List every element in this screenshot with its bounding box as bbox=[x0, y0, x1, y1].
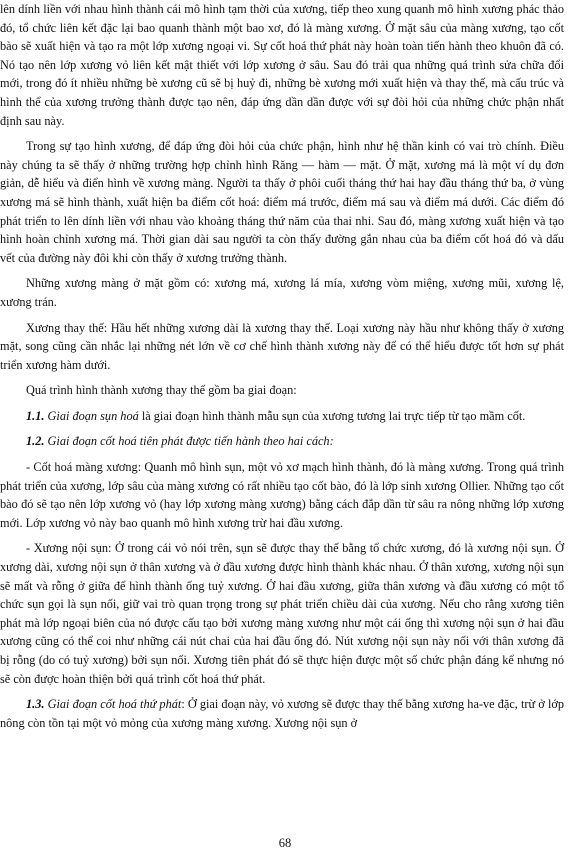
paragraph-stage-1-1 bbox=[0, 407, 564, 426]
paragraph-nervous-system: Trong sự tạo hình xương, để đáp ứng đòi hỏi của chức phận, hình như hệ thần kinh có vai trò chính. Điều này chúng ta sẽ thấy ở những trường hợp chỉnh hình Răng — hàm — mặt. Ở mặt, xương má là một ví dụ đơn giản, dễ hiểu và điển hình về xương màng. Người ta thấy ở phôi cuối tháng thứ hai hay đầu tháng thứ ba, ở vùng xương má sẽ hình thành, xuất hiện ba điểm cốt hoá: điểm má trước, điểm má sau và điểm má dưới. Các điểm đó phát triển to lên dính liền với nhau vào khoảng tháng thứ năm của thai nhi. Sau đó, màng xương xuất hiện và tạo hình hoàn chỉnh xương má. Thời gian dài sau người ta còn thấy đường gắn nhau của ba điểm cốt hoá đó và dấu vết của đường này đôi khi còn thấy ở xương trưởng thành. bbox=[0, 139, 564, 265]
paragraph-stage-1-3 bbox=[0, 695, 564, 732]
stage-1-3-text: : Ở giai đoạn này, vỏ xương sẽ được thay thế bằng xương ha-ve đặc, trừ ở lớp nông còn tồn tại một vỏ mỏng của xương màng xương. Xương nội sụn ở bbox=[0, 697, 565, 730]
section-title-1-1: Giai đoạn sụn hoá bbox=[47, 408, 139, 423]
paragraph-three-stages: Quá trình hình thành xương thay thế gồm ba giai đoạn: bbox=[26, 383, 297, 398]
section-number-1-2: 1.2. bbox=[26, 434, 45, 449]
section-number-1-1: 1.1. bbox=[26, 408, 45, 423]
paragraph-membrane-bones: Những xương màng ở mặt gồm có: xương má, xương lá mía, xương vòm miệng, xương mũi, xương lệ, xương trán. bbox=[0, 276, 564, 309]
paragraph-periosteal-ossification: - Cốt hoá màng xương: Quanh mô hình sụn, một vỏ xơ mạch hình thành, đó là màng xương. Trong quá trình phát triển của xương, lớp sâu của màng xương có rất nhiều tạo cốt bào, đó là lớp sinh xương Ollier. Những tạo cốt bào đó sẽ tạo nên lớp xương vỏ (hay lớp xương màng xương) bằng cách đắp dần từ sâu ra nông những lớp xương mới. Lớp xương vỏ này bao quanh mô hình xương trừ hai đầu xương. bbox=[0, 460, 564, 530]
section-number-1-3: 1.3. bbox=[26, 697, 45, 712]
paragraph-endochondral-bone: - Xương nội sụn: Ở trong cái vỏ nói trên, sụn sẽ được thay thế bằng tổ chức xương, đó là xương nội sụn. Ở xương dài, xương nội sụn ở thân xương và ở đầu xương được hình thành khác nhau. Ở thân xương, xương nội sụn sẽ mất và rỗng ở giữa để hình thành ống tuỷ xương. Ở hai đầu xương, giữa thân xương và đầu xương có một tổ chức sụn gọi là sụn nối, giữ vai trò quan trọng trong sự phát triển chiều dài của xương. Nếu cho rằng xương tiên phát mà lớp ngoại biên của nó được cấu tạo bởi xương màng xương như một cái ống thì xương nội sụn ở hai đầu xương cũng có thể coi như những cái nút chai của hai đầu ống đó. Nút xương nội sụn này nối với thân xương đã bị rỗng (do có tuỷ xương) bởi sụn nối. Xương tiên phát đó sẽ thực hiện được một số chức phận đáng kể nhưng nó sẽ còn được hoàn thiện bởi quá trình cốt hoá thứ phát. bbox=[0, 541, 564, 686]
section-title-1-3: Giai đoạn cốt hoá thứ phát bbox=[47, 697, 182, 712]
page-number: 68 bbox=[278, 836, 292, 850]
stage-1-1-text: là giai đoạn hình thành mẫu sụn của xương tương lai trực tiếp từ tạo mầm cốt. bbox=[138, 408, 526, 423]
paragraph-continuation: lên dính liền với nhau hình thành cái mô hình tạm thời của xương, tiếp theo xung quanh mô hình xương phác thảo đó, tổ chức liên kết đặc lại bao quanh thành một bao xơ, đó là màng xương. Ở mặt sâu của màng xương, tạo cốt bào sẽ xuất hiện và tạo ra một lớp xương ngoại vi. Sự cốt hoá thứ phát này hoàn toàn tiến hành theo khuôn đã có. Nó tạo nên lớp xương vỏ liên kết mật thiết với lớp xương ở sâu. Sau đó trải qua những quá trình sửa chữa đổi mới, trong đó ít nhiều những bè xương cũ sẽ bị huỷ đi, những bè xương mới xuất hiện và thay thế, mà cấu trúc và hình thể của xương trưởng thành được tạo nên, đáp ứng dần dần được với sự đòi hỏi của những chức phận nhất định sau này. bbox=[0, 2, 564, 128]
paragraph-replacement-bone: Xương thay thế: Hầu hết những xương dài là xương thay thế. Loại xương này hầu như không thấy ở xương mặt, song cũng cần nhắc lại những nét lớn về cơ chế hình thành xương này để có thể hiểu được tốt hơn sự phát triển xương hàm dưới. bbox=[0, 320, 564, 372]
paragraph-stage-1-2 bbox=[0, 432, 564, 451]
section-title-1-2: Giai đoạn cốt hoá tiên phát được tiến hành theo hai cách: bbox=[47, 434, 334, 449]
